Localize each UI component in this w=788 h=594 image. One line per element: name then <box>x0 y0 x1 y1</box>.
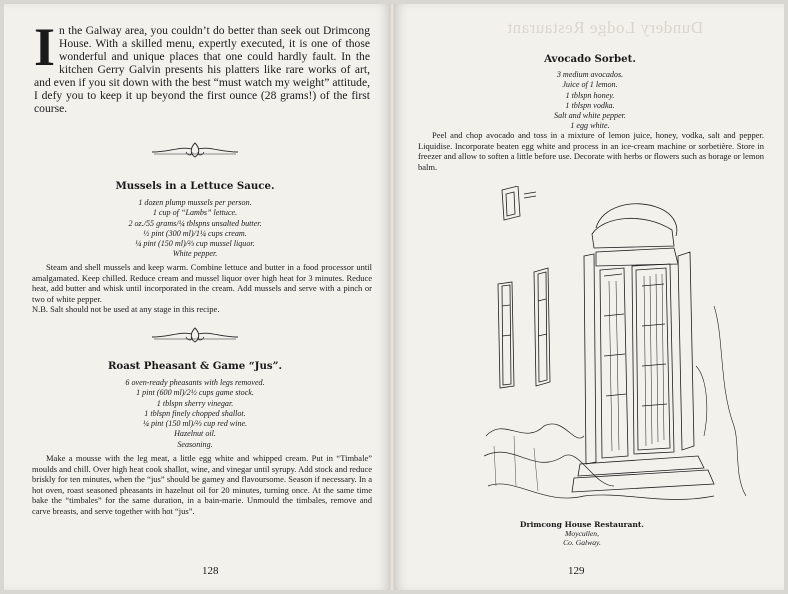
ingredient-line: 1 cup of “Lambs” lettuce. <box>152 208 238 218</box>
method-text: Steam and shell mussels and keep warm. Combine lettuce and butter in a food processor until amalgamated. Keep chilled. Reduce cream and mussel liquor over high heat for 3 minutes. Reduce heat, add butter and whisk until incorporated in the cream. Add mussels and serve with a pinch or two of white pepper. <box>32 262 372 304</box>
ingredient-line: 1 tblspn sherry vinegar. <box>156 398 234 408</box>
ingredients-pheasant <box>90 378 300 450</box>
ingredient-line: 3 medium avocados. <box>556 70 624 79</box>
page-number-left: 128 <box>202 565 219 577</box>
ingredient-line: 2 oz./55 grams/¼ tblspns unsalted butter. <box>128 218 262 228</box>
caption-line-1: Moycullen, <box>565 529 599 538</box>
illustration-caption <box>512 520 652 547</box>
ingredient-line: 1 tblspn finely chopped shallot. <box>144 408 246 418</box>
ingredient-line: Salt and white pepper. <box>554 111 626 121</box>
ingredient-line: 1 pint (600 ml)/2½ cups game stock. <box>136 388 254 398</box>
drimcong-house-sketch <box>484 186 754 516</box>
caption-title: Drimcong House Restaurant. <box>519 520 645 529</box>
ingredient-line: 1 egg white. <box>570 121 610 131</box>
method-mussels <box>32 262 372 315</box>
ingredient-line: ½ pint (300 ml)/1¼ cups cream. <box>143 228 247 238</box>
ingredients-mussels <box>90 198 300 260</box>
ingredient-line: Juice of 1 lemon. <box>562 80 618 90</box>
ornament-divider-2 <box>150 325 240 345</box>
recipe-title-avocado: Avocado Sorbet. <box>544 53 636 65</box>
ingredient-line: 1 dozen plump mussels per person. <box>138 198 252 207</box>
recipe-title-pheasant: Roast Pheasant & Game “Jus”. <box>107 360 283 372</box>
recipe-title-mussels: Mussels in a Lettuce Sauce. <box>115 180 275 192</box>
caption-line-2: Co. Galway. <box>563 538 601 547</box>
method-pheasant: Make a mousse with the leg meat, a little egg white and whipped cream. Put in “Timbale” moulds and chill. Over high heat cook shallot, wine, and vinegar until syrupy. Add stock and reduce briskly for ten minutes, when the “jus” should be gamey and flavoursome. Season if necessary. In a hot oven, roast seasoned pheasants in hazelnut oil for 20 minutes, turning once. At the same time bake the “timbales” for the same duration, in a bain-marie. Unmould the timbales, remove and carve breasts, and serve together with hot “jus”. <box>32 453 372 516</box>
book-gutter <box>389 4 395 590</box>
ingredient-line: White pepper. <box>172 249 218 259</box>
page-number-right: 129 <box>568 565 585 577</box>
ingredient-line: Seasoning. <box>177 439 213 449</box>
intro-text: n the Galway area, you couldn’t do better than seek out Drimcong House. With a skilled menu, expertly executed, it is one of those wonderful and unique places that one could hardly fault. In the kitchen Gerry Galvin presents his platters like rare works of art, and even if you sit down with the best “must watch my weight” attitude, I defy you to keep it up beyond the first ounce (28 grams!) of the first course. <box>34 24 370 115</box>
intro-paragraph <box>34 17 370 115</box>
ingredient-line: 6 oven-ready pheasants with legs removed. <box>125 378 265 387</box>
method-avocado: Peel and chop avocado and toss in a mixture of lemon juice, honey, vodka, salt and pepper. Liquidise. Incorporate beaten egg white and process in an ice-cream machine or sorbetière. Store in freezer and allow to soften a little before use. Decorate with herbs or flowers such as borage or lemon balm. <box>418 130 764 172</box>
ingredient-line: ¼ pint (150 ml)/⅔ cup mussel liquor. <box>135 239 255 249</box>
ornament-divider-1 <box>150 140 240 160</box>
show-through-heading: Dundery Lodge Restaurant <box>506 18 704 37</box>
ingredient-line: Hazelnut oil. <box>174 429 216 439</box>
ingredients-avocado <box>495 70 685 132</box>
ingredient-line: ¼ pint (150 ml)/⅔ cup red wine. <box>142 419 248 429</box>
ingredient-line: 1 tblspn honey. <box>565 90 615 100</box>
ingredient-line: 1 tblspn vodka. <box>565 100 615 110</box>
method-note: N.B. Salt should not be used at any stage in this recipe. <box>32 304 220 315</box>
drop-cap: I <box>34 17 56 77</box>
